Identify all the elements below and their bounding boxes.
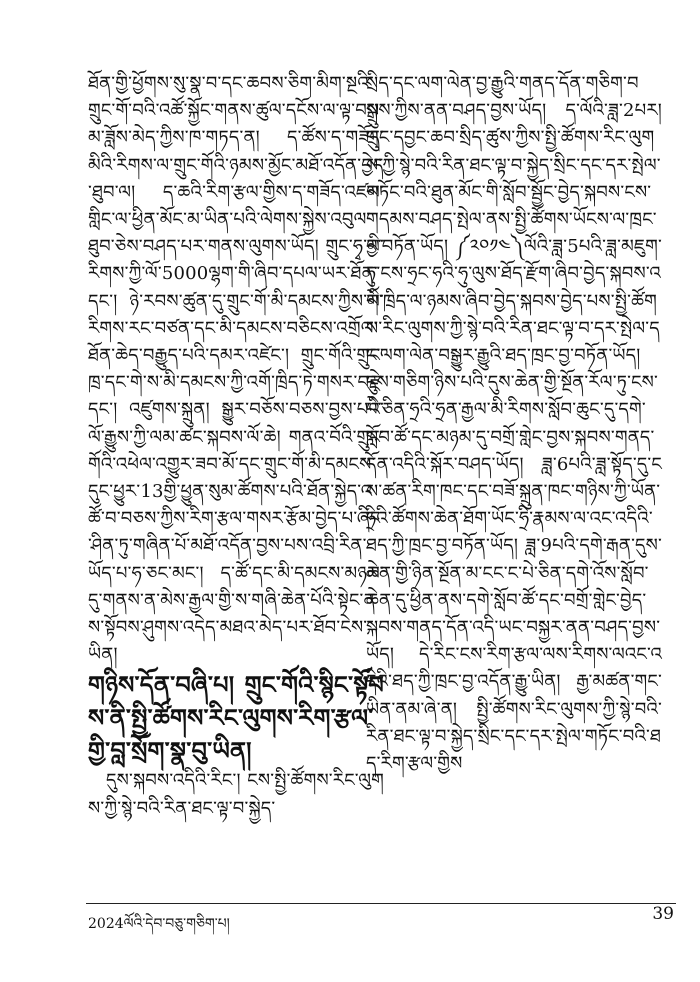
left-column — [88, 70, 384, 822]
issue-label: 2024ལོའི་དེབ་བཅུ་གཅིག་པ། — [88, 916, 230, 932]
body-paragraph: དུས་སྐབས་འདིའི་རིང་། ངས་སྤྱི་ཚོགས་རིང་ལུགས་ཀྱི་སྙེ་བའི་རིན་ཐང་ལྟ་བ་སྐྱེད་ — [88, 770, 384, 819]
right-column — [366, 70, 662, 777]
section-heading: གཉིས་དོན་བཞི་པ། གྲུང་གོའི་སྙིང་སྟོབས་ནི་སྤྱི་ཚོགས་རིང་ལུགས་རིག་རྩལ་གྱི་བླ་སྲོག་སྣ་བུ་ཡིན། — [88, 670, 384, 766]
body-paragraph: ཐོན་གྱི་ཕྱོགས་སུ་སྣ་བ་དང་ཆབས་ཅིག་མིག་སྔའི་གྲུང་གོ་བའི་འཚོ་སྐྱོང་གནས་ཚུལ་དངོས་ལ་ལྟ་བསམ་ཟློས་མེད་ཀྱིས་ཁ་གཏད་ན། ད་ཚོས་ད་གཟོད་མིའི་རིགས་ལ་གྲུང་གོའི་ཉམས་མྱོང་མཐོ་འདོན་བྱེད་ཐུབ་ལ། ད་ཆའི་རིག་རྩལ་གྱིས་ད་གཟོད་འཛམ་གླིང་ལ་ཕྱིན་མོང་མ་ཡིན་པའི་ལེགས་སྐྱེས་འབུལ་ཐུབ་ཅེས་བཤད་པར་གནས་ལུགས་ཡོད། གྲུང་ཧྭ་མི་རིགས་ཀྱི་ལོ་5000ལྷག་གི་ཞིབ་དཔལ་ཡར་ཐོན་དང་། ཉེ་རབས་ཚུན་དུ་གྲུང་གོ་མི་དམངས་ཀྱིས་མི་རིགས་རང་བཙན་དང་མི་དམངས་བཅིངས་འགྲོལ་ཐོན་ཆེད་བརྒྱུད་པའི་དམར་འཛེང་། གྲུང་གོའི་གྲུང་ཁྲ་དང་གེ་ས་མི་དམངས་ཀྱི་འགོ་ཁྲིད་ཏེ་གསར་བརྗེ་དང་། འཛུགས་སྐྲུན། སྒྱུར་བཅོས་བཅས་བྱས་པའི་ལོ་རྒྱུས་ཀྱི་ལམ་ཚང་སྐབས་ལོ་ཆེ། གནའ་བོའི་གྲུང་གོའི་འཕེལ་འགྱུར་ཟབ་མོ་དང་གྲུང་གོ་མི་དམངས་དུང་ཕྱུར་13གྱི་ཕྱུན་སུམ་ཚོགས་པའི་ཐོན་སྐྱེད་འཚོ་བ་བཅས་ཀྱིས་རིག་རྩལ་གསར་རྩོམ་བྱེད་པ་ཞིང་ཤིན་ཏུ་གཞིན་པོ་མཐོ་འདོན་བྱས་པས་འབྲི་རིན་ཡོད་པ་ཧ་ཅང་མང་། ད་ཚོ་དང་མི་དམངས་མཉམ་དུ་གནས་ན་མེས་རྒྱལ་གྱི་ས་གཞི་ཆེན་པོའི་སྟེང་ནས་སྟོབས་ཤུགས་འདེད་མཐའ་མེད་པར་ཐོབ་ངེས་ཡིན། — [88, 73, 384, 666]
page-number: 39 — [652, 904, 674, 924]
footer-divider — [86, 903, 676, 904]
body-paragraph: སྲིད་དང་ལག་ལེན་བྱ་རྒྱུའི་གནད་དོན་གཅིག་བསྒྲུས་ཀྱིས་ནན་བཤད་བྱས་ཡོད། ད་ལོའི་ཟླ་2པར། གྲུང་དབྱང་ཆབ་སྲིད་ཚུས་ཀྱིས་སྤྱི་ཚོགས་རིང་ལུགས་ཀྱི་སྙེ་བའི་རིན་ཐང་ལྟ་བ་སྐྱེད་སྲིང་དང་དར་སྤེལ་གཏོང་བའི་ཐུན་མོང་གི་སློབ་སྦྱོང་བྱེད་སྐབས་ངས་གདམས་བཤད་སྤེལ་ནས་སྤྱི་ཚོགས་ཡོངས་ལ་ཁྲང་བྱ་བཏོན་ཡོད། ༼༢༠༡༤༽ལོའི་ཟླ་5པའི་ཟླ་མཇུག་ཏུ་ངས་ཧྲང་ཧའི་ཧུ་ལུས་ཐོད་རྫོག་ཞིབ་བྱེད་སྐབས་འགོ་ཁྲིད་ལ་ཉམས་ཞིབ་བྱེད་སྐབས་བྱེད་པས་སྤྱི་ཚོགས་རིང་ལུགས་ཀྱི་སྙེ་བའི་རིན་ཐང་ལྟ་བ་དར་སྤེལ་དང་ལག་ལེན་བསྒྱུར་རྒྱུའི་ཐད་ཁྲང་བྱ་བཏོན་ཡོད། དུས་གཅིག་ཉིས་པའི་དུས་ཆེན་གྱི་སྔོན་རོལ་ཏུ་ངས་པེ་ཅིན་ཧྲའི་ཧྲན་རྒྱལ་མི་རིགས་སློབ་ཆུང་དུ་དགེ་སློབ་ཚོ་དང་མཉམ་དུ་བགྲོ་གླེང་བྱས་སྐབས་གནད་དོན་འདིའི་སྐོར་བཤད་ཡོད། ཟླ་6པའི་ཟླ་སྟོད་དུ་ངས་ཚན་རིག་ཁང་དང་བཟོ་སྐྲུན་ཁང་གཉིས་ཀྱི་ཡོན་ཧྲིའི་ཚོགས་ཆེན་ཐོག་ཡོང་ཧྲི་རྣམས་ལ་འང་འདིའི་ཐད་ཀྱི་ཁྲང་བྱ་བཏོན་ཡོད། ཟླ་9པའི་དགེ་རྒན་དུས་ཆེན་གྱི་ཉིན་སྔོན་མ་ངང་ང་པེ་ཅིན་དགེ་འོས་སློབ་ཆེན་དུ་ཕྱིན་ནས་དགེ་སློབ་ཚོ་དང་བགྲོ་གླེང་བྱེད་སྐབས་གནད་དོན་འདི་ཡང་བསྐྱར་ནན་བཤད་བྱས་ཡོད། དེ་རིང་ངས་རིག་རྩལ་ལས་རིགས་ལའང་འདིའི་ཐད་ཀྱི་ཁྲང་བྱ་འདོན་རྒྱུ་ཡིན། རྒྱ་མཚན་གང་ཡིན་ནམ་ཞེ་ན། སྤྱི་ཚོགས་རིང་ལུགས་ཀྱི་སྙེ་བའི་རིན་ཐང་ལྟ་བ་སྐྱེད་སྲིང་དང་དར་སྤེལ་གཏོང་བའི་ཐད་རིག་རྩལ་གྱིས — [366, 73, 662, 775]
